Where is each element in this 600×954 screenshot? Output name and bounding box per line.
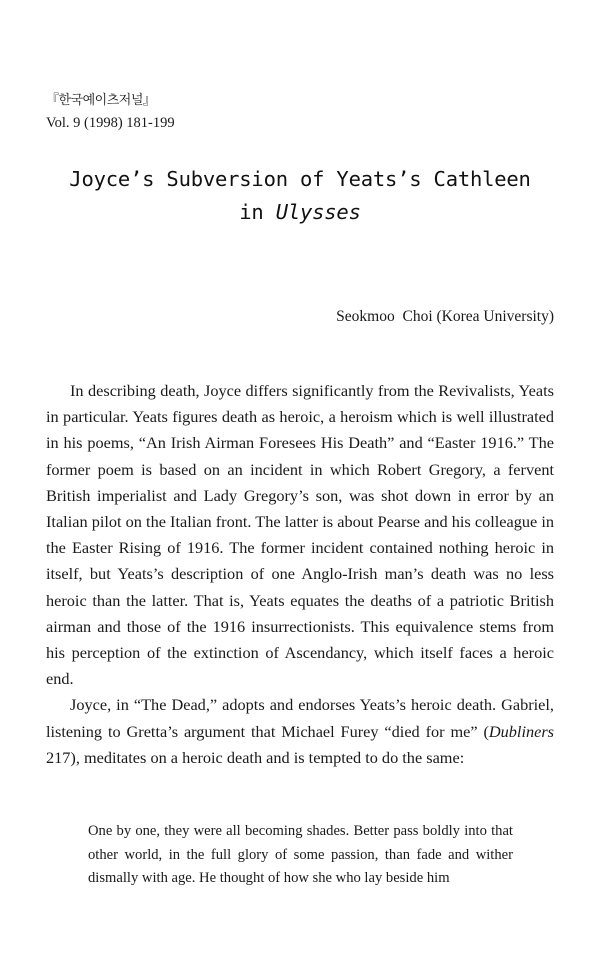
title-italic-ulysses: Ulysses: [275, 200, 361, 224]
title-line-2-prefix: in: [239, 200, 276, 224]
article-body: [46, 378, 554, 771]
block-quote: [88, 820, 513, 891]
author-byline: Seokmoo Choi (Korea University): [336, 308, 554, 325]
article-title: [0, 163, 600, 229]
paragraph-2: [46, 692, 554, 771]
journal-header: [46, 90, 175, 134]
title-line-1: Joyce’s Subversion of Yeats’s Cathleen: [69, 167, 531, 191]
dubliners-italic: Dubliners: [488, 721, 554, 741]
paragraph-2-part-b: 217), meditates on a heroic death and is tempted to do the same:: [46, 747, 465, 767]
volume-info: Vol. 9 (1998) 181-199: [46, 115, 175, 131]
block-quote-text: One by one, they were all becoming shades. Better pass boldly into that other world, in the full glory of some passion, than fade and wither dismally with age. He thought of how she who lay beside him: [88, 823, 513, 886]
paragraph-2-part-a: Joyce, in “The Dead,” adopts and endorses Yeats’s heroic death. Gabriel, listening to Gretta’s argument that Michael Furey “died for me” (: [46, 695, 554, 741]
journal-name: 『한국예이츠저널』: [46, 93, 156, 108]
paragraph-1: In describing death, Joyce differs significantly from the Revivalists, Yeats in particular. Yeats figures death as heroic, a heroism which is well illustrated in his poems, “An Irish Airman Foresees His Death” and “Easter 1916.” The former poem is based on an incident in which Robert Gregory, a fervent British imperialist and Lady Gregory’s son, was shot down in error by an Italian pilot on the Italian front. The latter is about Pearse and his colleague in the Easter Rising of 1916. The former incident contained nothing heroic in itself, but Yeats’s description of one Anglo-Irish man’s death was no less heroic than the latter. That is, Yeats equates the deaths of a patriotic British airman and those of the 1916 insurrectionists. This equivalence stems from his perception of the extinction of Ascendancy, which itself faces a heroic end.: [46, 381, 554, 689]
title-line-2: [0, 196, 600, 229]
